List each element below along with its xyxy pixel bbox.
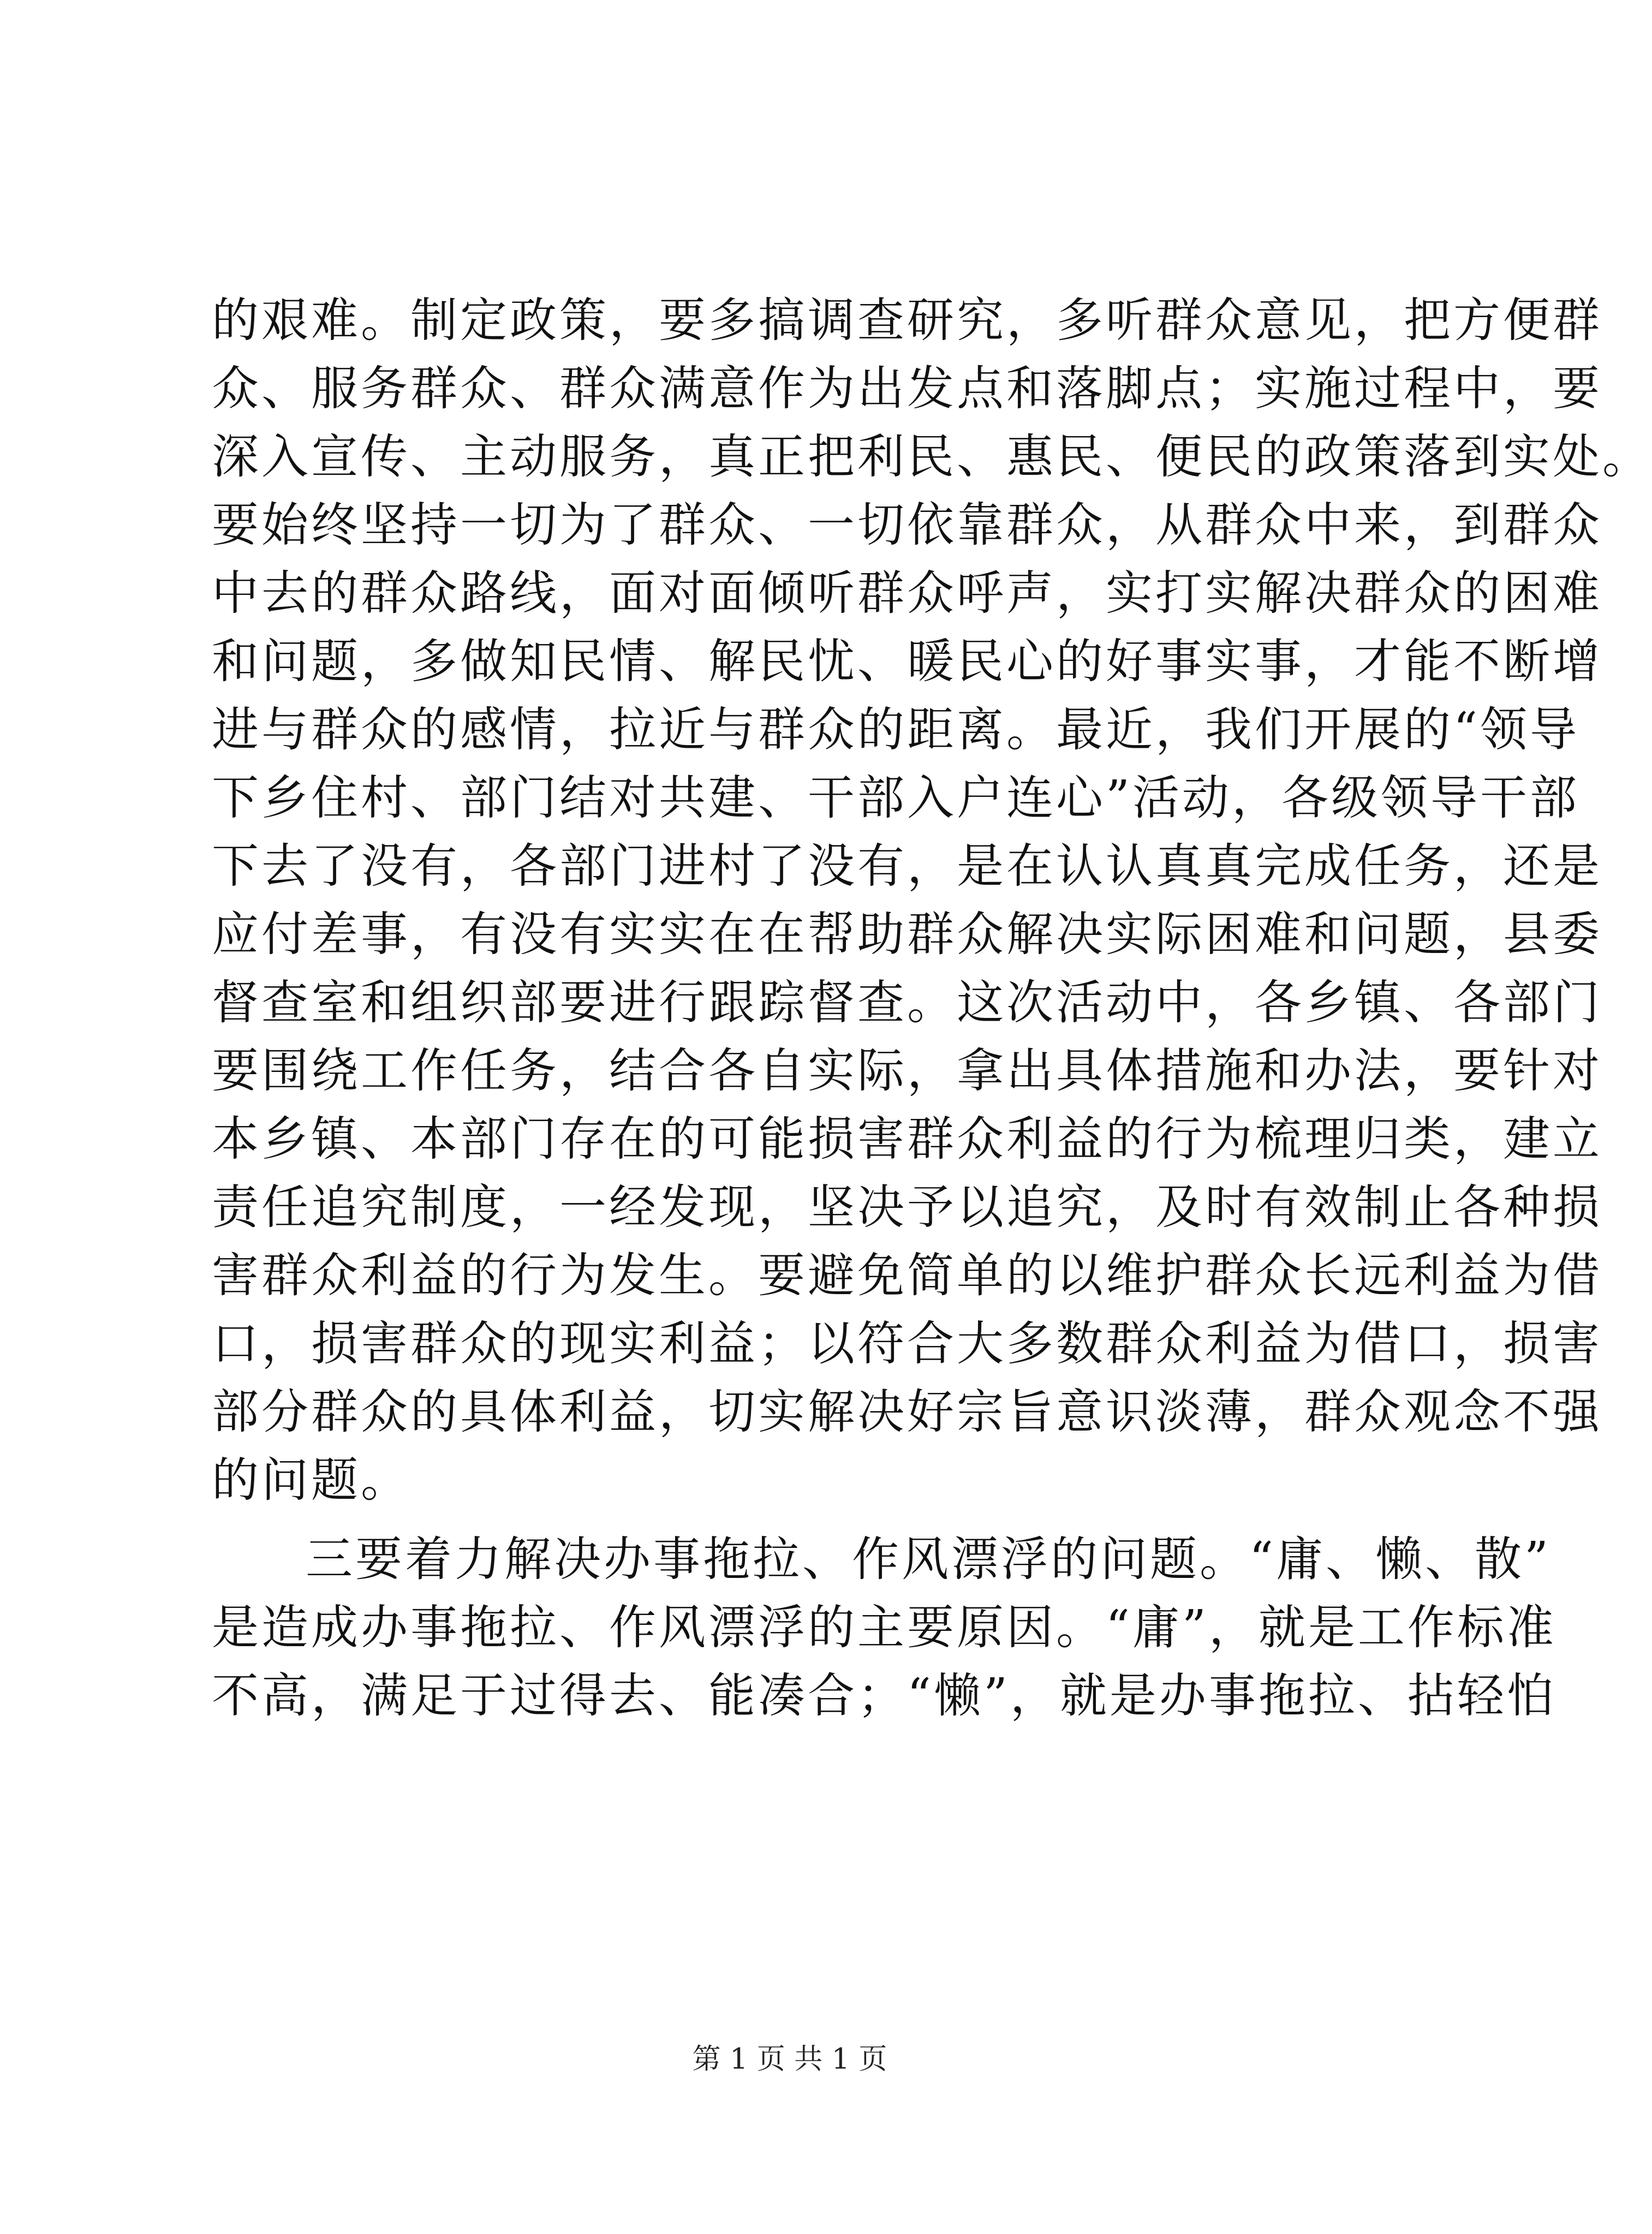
text-line: 的问题。 bbox=[212, 1453, 410, 1508]
text-line: 和问题，多做知民情、解民忧、暖民心的好事实事，才能不断增 bbox=[212, 634, 1602, 689]
text-line: 三要着力解决办事拖拉、作风漂浮的问题。“庸、懒、散” bbox=[306, 1532, 1551, 1587]
text-line: 中去的群众路线，面对面倾听群众呼声，实打实解决群众的困难 bbox=[212, 566, 1602, 621]
text-line: 本乡镇、本部门存在的可能损害群众利益的行为梳理归类，建立 bbox=[212, 1112, 1602, 1166]
text-line: 部分群众的具体利益，切实解决好宗旨意识淡薄，群众观念不强 bbox=[212, 1385, 1602, 1439]
text-line: 应付差事，有没有实实在在帮助群众解决实际困难和问题，县委 bbox=[212, 907, 1602, 962]
text-line: 不高，满足于过得去、能凑合；“懒”，就是办事拖拉、拈轻怕 bbox=[212, 1669, 1556, 1723]
paragraph bbox=[212, 1526, 1556, 1730]
text-line: 口，损害群众的现实利益；以符合大多数群众利益为借口，损害 bbox=[212, 1316, 1602, 1371]
text-line: 要始终坚持一切为了群众、一切依靠群众，从群众中来，到群众 bbox=[212, 498, 1602, 552]
text-line: 害群众利益的行为发生。要避免简单的以维护群众长远利益为借 bbox=[212, 1248, 1602, 1303]
text-line: 督查室和组织部要进行跟踪督查。这次活动中，各乡镇、各部门 bbox=[212, 975, 1602, 1030]
text-line: 的艰难。制定政策，要多搞调查研究，多听群众意见，把方便群 bbox=[212, 293, 1602, 348]
text-line: 责任追究制度，一经发现，坚决予以追究，及时有效制止各种损 bbox=[212, 1180, 1602, 1235]
text-line: 进与群众的感情，拉近与群众的距离。最近，我们开展的“领导 bbox=[212, 702, 1579, 757]
document-body bbox=[212, 287, 1652, 1730]
text-line: 要围绕工作任务，结合各自实际，拿出具体措施和办法，要针对 bbox=[212, 1044, 1602, 1098]
text-line: 深入宣传、主动服务，真正把利民、惠民、便民的政策落到实处。 bbox=[212, 430, 1652, 484]
text-line: 众、服务群众、群众满意作为出发点和落脚点；实施过程中，要 bbox=[212, 361, 1602, 416]
paragraph-spacing bbox=[212, 1515, 1380, 1526]
page-number-footer: 第 1 页 共 1 页 bbox=[692, 2043, 887, 2076]
text-line: 是造成办事拖拉、作风漂浮的主要原因。“庸”，就是工作标准 bbox=[212, 1600, 1556, 1655]
text-line: 下去了没有，各部门进村了没有，是在认认真真完成任务，还是 bbox=[212, 839, 1602, 893]
text-line: 下乡住村、部门结对共建、干部入户连心”活动，各级领导干部 bbox=[212, 771, 1579, 825]
paragraph bbox=[212, 287, 1652, 1515]
